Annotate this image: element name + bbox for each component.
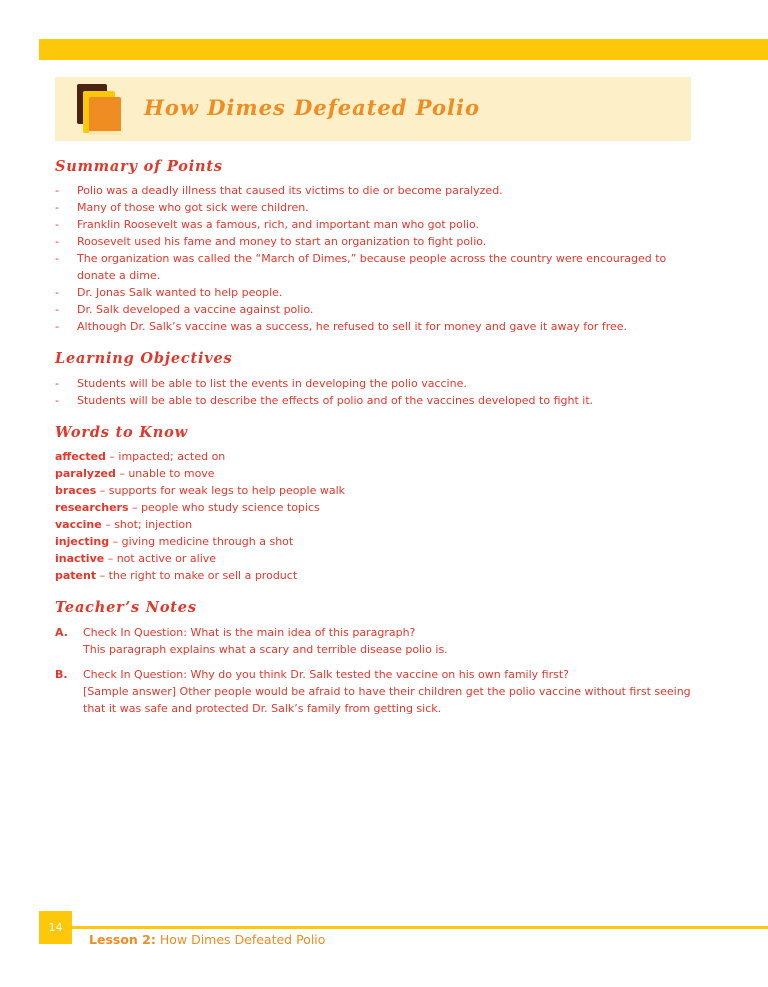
objectives-heading: Learning Objectives [55,350,233,367]
note-letter: B. [55,668,68,681]
summary-list [55,182,695,335]
page-title: How Dimes Defeated Polio [144,95,480,120]
vocab-item: affected – impacted; acted on [55,450,226,463]
page-number: 14 [48,921,63,934]
list-item: - Dr. Jonas Salk wanted to help people. [55,286,283,299]
vocab-item: patent – the right to make or sell a product [55,569,298,582]
title-banner [55,77,691,141]
note-letter: A. [55,626,68,639]
note-item [55,624,695,658]
note-question: Check In Question: What is the main idea of this paragraph? [83,626,416,639]
objectives-list [55,375,695,409]
note-question: Check In Question: Why do you think Dr. Salk tested the vaccine on his own family first? [83,668,570,681]
list-item: - The organization was called the “March of Dimes,” because people across the country were encouraged to donate a dime. [55,252,667,282]
book-stack-icon [75,83,123,137]
top-banner-bar [39,39,768,60]
vocab-item: inactive – not active or alive [55,552,217,565]
list-item: - Many of those who got sick were children. [55,201,309,214]
list-item: - Dr. Salk developed a vaccine against polio. [55,303,314,316]
page-number-badge [39,911,72,944]
vocabulary-list [55,448,345,584]
vocab-item: injecting – giving medicine through a shot [55,535,294,548]
vocab-item: braces – supports for weak legs to help people walk [55,484,345,497]
vocab-item: paralyzed – unable to move [55,467,215,480]
words-heading: Words to Know [55,424,188,441]
note-item [55,666,695,717]
note-answer: This paragraph explains what a scary and terrible disease polio is. [83,643,448,656]
list-item: - Roosevelt used his fame and money to start an organization to fight polio. [55,235,487,248]
list-item: - Although Dr. Salk’s vaccine was a success, he refused to sell it for money and gave it away for free. [55,320,628,333]
list-item: - Franklin Roosevelt was a famous, rich, and important man who got polio. [55,218,480,231]
footer-lesson-title: Lesson 2: How Dimes Defeated Polio [89,932,326,947]
list-item: - Polio was a deadly illness that caused its victims to die or become paralyzed. [55,184,503,197]
summary-heading: Summary of Points [55,158,223,175]
teacher-notes-list [55,624,695,717]
note-answer: [Sample answer] Other people would be afraid to have their children get the polio vaccine without first seeing that it was safe and protected Dr. Salk’s family from getting sick. [83,685,691,715]
notes-heading: Teacher’s Notes [55,599,197,616]
list-item: - Students will be able to describe the effects of polio and of the vaccines developed to fight it. [55,394,594,407]
vocab-item: researchers – people who study science topics [55,501,320,514]
list-item: - Students will be able to list the events in developing the polio vaccine. [55,377,467,390]
vocab-item: vaccine – shot; injection [55,518,193,531]
footer-rule [72,926,768,929]
